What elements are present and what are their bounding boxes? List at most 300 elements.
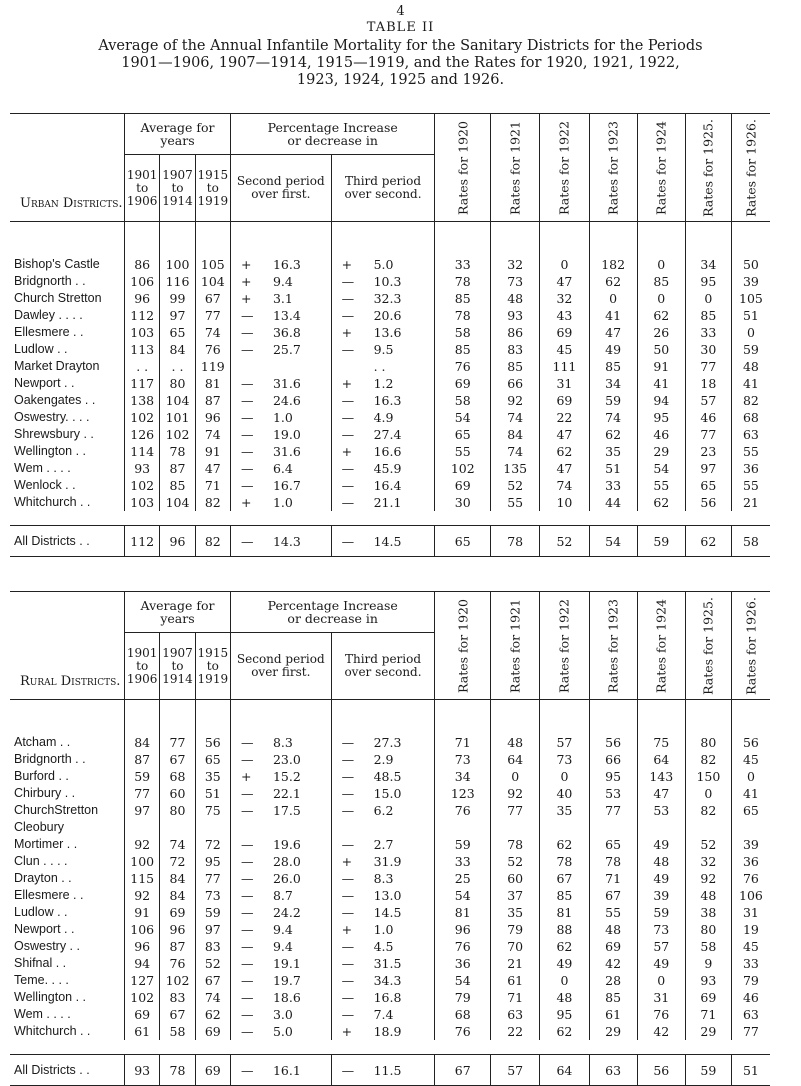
rate-1922: 62: [540, 938, 589, 955]
rate-1920: 67: [435, 1055, 491, 1086]
spacer-cell: [435, 222, 491, 257]
rate-1924: 143: [637, 768, 685, 785]
rate-1920: 25: [435, 870, 491, 887]
change-value: 7.4: [373, 1007, 394, 1022]
rate-header-text: Rates for 1921: [507, 120, 523, 215]
average-p2: 78: [160, 1055, 195, 1086]
rate-1924: 56: [637, 1055, 685, 1086]
rate-1925: 150: [685, 768, 731, 785]
spacer-cell: [160, 1040, 195, 1055]
change-sign: +: [341, 376, 353, 391]
third-period-change: [331, 819, 435, 836]
rate-1925: 97: [685, 460, 731, 477]
rate-1920: 54: [435, 972, 491, 989]
urban-third-period-header: Third period over second.: [331, 155, 435, 222]
rate-1921: 61: [491, 972, 540, 989]
rate-1921: 71: [491, 989, 540, 1006]
change-value: 28.0: [272, 854, 301, 869]
third-period-change: [331, 477, 435, 494]
heading-line-3: 1923, 1924, 1925 and 1926.: [296, 72, 505, 88]
rural-rate-header-1920: [435, 592, 491, 700]
change-sign: —: [240, 342, 254, 357]
table-row: [10, 375, 770, 392]
district-name: Wellington . .: [14, 990, 87, 1004]
change-sign: +: [341, 444, 353, 459]
average-p3: 95: [195, 853, 230, 870]
table-row: [10, 887, 770, 904]
rural-period-1901-1906: 1901 to 1906: [125, 633, 160, 700]
third-period-change: [331, 273, 435, 290]
rate-1920: 78: [435, 307, 491, 324]
rate-1924: 0: [637, 972, 685, 989]
second-period-change: [230, 904, 331, 921]
rate-1922: 67: [540, 870, 589, 887]
rate-1923: 66: [589, 751, 637, 768]
rate-1924: 76: [637, 1006, 685, 1023]
rate-1921: 52: [491, 853, 540, 870]
rate-header-text: Rates for 1922: [556, 598, 572, 693]
average-p3: 104: [195, 273, 230, 290]
spacer-cell: [435, 511, 491, 526]
spacer-cell: [195, 700, 230, 735]
average-p2: 102: [160, 972, 195, 989]
second-period-change: [230, 1023, 331, 1040]
spacer-cell: [230, 1040, 331, 1055]
spacer-cell: [160, 511, 195, 526]
rural-table-body: [10, 700, 770, 1086]
rate-1925: 92: [685, 870, 731, 887]
rate-1921: 86: [491, 324, 540, 341]
district-name: All Districts . .: [10, 526, 125, 557]
rural-period-1915-1919: 1915 to 1919: [195, 633, 230, 700]
rate-1923: 41: [589, 307, 637, 324]
spacer-cell: [230, 511, 331, 526]
rate-1926: 68: [731, 409, 770, 426]
change-value: 14.3: [272, 533, 301, 549]
rate-1920: 58: [435, 324, 491, 341]
rate-1923: 62: [589, 273, 637, 290]
spacer-cell: [435, 700, 491, 735]
change-sign: —: [240, 990, 254, 1005]
urban-districts-table: [10, 113, 770, 557]
urban-period-1907-1914: 1907 to 1914: [160, 155, 195, 222]
second-period-change: [230, 1055, 331, 1086]
rate-1923: 29: [589, 1023, 637, 1040]
rate-1921: 60: [491, 870, 540, 887]
table-row: [10, 1023, 770, 1040]
change-sign: —: [341, 533, 355, 549]
average-p1: 61: [125, 1023, 160, 1040]
rate-1925: 82: [685, 751, 731, 768]
change-value: 19.0: [272, 427, 301, 442]
average-p1: 112: [125, 526, 160, 557]
district-name: Whitchurch . .: [14, 495, 91, 509]
spacer-cell: [195, 222, 230, 257]
rate-1920: 69: [435, 375, 491, 392]
spacer-cell: [637, 511, 685, 526]
rate-1924: 75: [637, 734, 685, 751]
average-p3: 77: [195, 307, 230, 324]
second-period-change: [230, 358, 331, 375]
district-name: Ludlow . .: [14, 905, 68, 919]
average-p3: 105: [195, 256, 230, 273]
change-value: 16.7: [272, 478, 301, 493]
change-value: 9.4: [272, 922, 293, 937]
spacer-cell: [685, 511, 731, 526]
rate-1924: 42: [637, 1023, 685, 1040]
average-p2: 104: [160, 392, 195, 409]
rate-1925: 77: [685, 426, 731, 443]
spacer-cell: [331, 700, 435, 735]
average-p1: 87: [125, 751, 160, 768]
district-name: Church Stretton: [14, 291, 102, 305]
rate-1926: 65: [731, 802, 770, 819]
change-value: 21.1: [373, 495, 402, 510]
rate-1922: 31: [540, 375, 589, 392]
change-sign: —: [341, 973, 355, 988]
district-name: Whitchurch . .: [14, 1024, 91, 1038]
change-value: 9.4: [272, 274, 293, 289]
change-value: 1.0: [272, 495, 293, 510]
change-value: 4.5: [373, 939, 394, 954]
average-p1: 86: [125, 256, 160, 273]
average-p3: 74: [195, 989, 230, 1006]
average-p2: 78: [160, 443, 195, 460]
change-sign: +: [240, 495, 252, 510]
rate-1924: 62: [637, 494, 685, 511]
change-sign: —: [240, 888, 254, 903]
average-p2: [160, 819, 195, 836]
rate-1920: 54: [435, 887, 491, 904]
second-period-change: [230, 460, 331, 477]
rate-1921: 74: [491, 409, 540, 426]
rate-1926: [731, 819, 770, 836]
second-period-change: [230, 1006, 331, 1023]
change-value: 16.3: [373, 393, 402, 408]
change-value: 5.0: [272, 1024, 293, 1039]
average-p3: 65: [195, 751, 230, 768]
third-period-change: [331, 460, 435, 477]
rate-header-text: Rates for 1924: [653, 598, 669, 693]
rate-1922: 40: [540, 785, 589, 802]
rate-1921: 64: [491, 751, 540, 768]
district-name: Mortimer . .: [14, 837, 78, 851]
change-sign: —: [240, 533, 254, 549]
rate-1920: 71: [435, 734, 491, 751]
district-name: Teme. . . .: [14, 973, 69, 987]
rate-1926: 51: [731, 307, 770, 324]
change-value: 1.2: [373, 376, 394, 391]
rate-header-text: Rates for 1923: [605, 598, 621, 693]
rate-1922: 69: [540, 392, 589, 409]
rate-1920: 79: [435, 989, 491, 1006]
average-p1: 115: [125, 870, 160, 887]
rate-1922: 64: [540, 1055, 589, 1086]
average-p2: 67: [160, 751, 195, 768]
average-p1: 106: [125, 273, 160, 290]
change-sign: —: [341, 888, 355, 903]
table-row: [10, 460, 770, 477]
page-number: 4: [396, 4, 405, 19]
rate-1921: 37: [491, 887, 540, 904]
district-name: ChurchStretton: [14, 803, 99, 817]
rate-1920: 69: [435, 477, 491, 494]
rate-1922: 85: [540, 887, 589, 904]
change-sign: —: [341, 905, 355, 920]
rate-1921: 66: [491, 375, 540, 392]
rate-1922: 52: [540, 526, 589, 557]
average-p3: 72: [195, 836, 230, 853]
average-p1: 69: [125, 1006, 160, 1023]
average-p3: 35: [195, 768, 230, 785]
third-period-change: [331, 938, 435, 955]
urban-section-label: Urban Districts.: [10, 114, 125, 222]
second-period-change: [230, 409, 331, 426]
spacer-cell: [10, 222, 125, 257]
rural-percentage-header: Percentage Increase or decrease in: [230, 592, 434, 633]
change-sign: —: [240, 854, 254, 869]
spacer-cell: [491, 222, 540, 257]
spacer-cell: [491, 511, 540, 526]
average-p3: 82: [195, 526, 230, 557]
third-period-change: [331, 426, 435, 443]
change-sign: —: [240, 939, 254, 954]
change-value: 9.4: [272, 939, 293, 954]
spacer-cell: [195, 511, 230, 526]
rate-1924: 95: [637, 409, 685, 426]
change-value: 36.8: [272, 325, 301, 340]
average-p2: 101: [160, 409, 195, 426]
rate-1926: 105: [731, 290, 770, 307]
rate-1926: 58: [731, 526, 770, 557]
change-value: 19.7: [272, 973, 301, 988]
district-name: Newport . .: [14, 922, 75, 936]
spacer-cell: [589, 1040, 637, 1055]
urban-percentage-header: Percentage Increase or decrease in: [230, 114, 434, 155]
average-p3: 69: [195, 1023, 230, 1040]
change-sign: +: [240, 291, 252, 306]
change-sign: +: [240, 769, 252, 784]
rate-1926: 41: [731, 785, 770, 802]
table-row: [10, 256, 770, 273]
average-p2: 80: [160, 375, 195, 392]
rate-1922: 45: [540, 341, 589, 358]
rate-1921: 83: [491, 341, 540, 358]
table-row: [10, 341, 770, 358]
average-p2: 85: [160, 477, 195, 494]
change-sign: +: [341, 1024, 353, 1039]
rate-1926: 77: [731, 1023, 770, 1040]
rate-1920: 68: [435, 1006, 491, 1023]
change-value: 13.6: [373, 325, 402, 340]
rate-1922: 43: [540, 307, 589, 324]
average-p3: 51: [195, 785, 230, 802]
rate-1926: 36: [731, 853, 770, 870]
second-period-change: [230, 324, 331, 341]
change-sign: —: [240, 973, 254, 988]
table-row: [10, 358, 770, 375]
rate-1923: 53: [589, 785, 637, 802]
table-row: [10, 324, 770, 341]
table-row: [10, 802, 770, 819]
change-sign: —: [240, 325, 254, 340]
district-name: Market Drayton: [14, 359, 100, 373]
third-period-change: [331, 734, 435, 751]
average-p3: 96: [195, 409, 230, 426]
average-p2: 84: [160, 887, 195, 904]
change-sign: —: [240, 461, 254, 476]
average-p3: 62: [195, 1006, 230, 1023]
rate-1925: 82: [685, 802, 731, 819]
average-p2: 97: [160, 307, 195, 324]
third-period-change: [331, 989, 435, 1006]
average-p2: 96: [160, 526, 195, 557]
spacer-cell: [331, 222, 435, 257]
second-period-change: [230, 307, 331, 324]
rate-1923: 85: [589, 358, 637, 375]
average-p1: 103: [125, 494, 160, 511]
rate-1925: 56: [685, 494, 731, 511]
rate-1921: 22: [491, 1023, 540, 1040]
change-value: 25.7: [272, 342, 301, 357]
change-value: 1.0: [373, 922, 394, 937]
urban-rate-header-1925: [685, 114, 731, 222]
rate-1921: 78: [491, 526, 540, 557]
rate-1923: 28: [589, 972, 637, 989]
rate-1926: 76: [731, 870, 770, 887]
rate-1925: 32: [685, 853, 731, 870]
rate-1924: 47: [637, 785, 685, 802]
third-period-change: [331, 290, 435, 307]
average-p2: 104: [160, 494, 195, 511]
rate-1923: 0: [589, 290, 637, 307]
third-period-change: [331, 870, 435, 887]
rate-1923: 74: [589, 409, 637, 426]
rate-1924: 46: [637, 426, 685, 443]
rate-1920: 85: [435, 290, 491, 307]
second-period-change: [230, 921, 331, 938]
rate-1924: [637, 819, 685, 836]
average-p3: 76: [195, 341, 230, 358]
rate-1920: 55: [435, 443, 491, 460]
change-sign: —: [341, 495, 355, 510]
change-sign: —: [341, 837, 355, 852]
change-sign: —: [240, 786, 254, 801]
spacer-row: [10, 222, 770, 257]
rate-header-text: Rates for 1921: [507, 598, 523, 693]
average-p3: 77: [195, 870, 230, 887]
change-sign: —: [240, 410, 254, 425]
heading-line-1: Average of the Annual Infantile Mortality for the Sanitary Districts for the Periods: [98, 38, 703, 54]
spacer-cell: [637, 1040, 685, 1055]
change-sign: —: [341, 308, 355, 323]
table-row: [10, 989, 770, 1006]
spacer-cell: [540, 511, 589, 526]
district-name: Oswestry. . . .: [14, 410, 90, 424]
rate-1923: 56: [589, 734, 637, 751]
rate-1922: 47: [540, 273, 589, 290]
second-period-change: [230, 870, 331, 887]
rate-1923: 69: [589, 938, 637, 955]
change-value: 27.3: [373, 735, 402, 750]
rate-1925: 33: [685, 324, 731, 341]
average-p2: 77: [160, 734, 195, 751]
rate-1923: 62: [589, 426, 637, 443]
rate-1924: 49: [637, 955, 685, 972]
third-period-change: [331, 751, 435, 768]
rate-1926: 39: [731, 836, 770, 853]
rate-1923: 47: [589, 324, 637, 341]
rate-1925: 71: [685, 1006, 731, 1023]
change-sign: —: [341, 291, 355, 306]
rate-1924: 59: [637, 526, 685, 557]
rate-1921: 78: [491, 836, 540, 853]
rate-1920: [435, 819, 491, 836]
table-heading: [8, 38, 793, 89]
district-name: Oswestry . .: [14, 939, 80, 953]
rural-second-period-header: Second period over first.: [230, 633, 331, 700]
table-row: [10, 768, 770, 785]
change-sign: —: [240, 735, 254, 750]
second-period-change: [230, 819, 331, 836]
change-value: 3.1: [272, 291, 293, 306]
spacer-cell: [435, 1040, 491, 1055]
change-sign: —: [240, 956, 254, 971]
rate-1923: 182: [589, 256, 637, 273]
total-row: [10, 1055, 770, 1086]
rate-1924: 94: [637, 392, 685, 409]
rate-1920: 36: [435, 955, 491, 972]
spacer-cell: [160, 700, 195, 735]
change-sign: —: [240, 803, 254, 818]
second-period-change: [230, 290, 331, 307]
change-sign: —: [240, 1007, 254, 1022]
rate-1926: 55: [731, 477, 770, 494]
rate-1920: 59: [435, 836, 491, 853]
average-p2: 60: [160, 785, 195, 802]
table-row: [10, 938, 770, 955]
rate-1926: 51: [731, 1055, 770, 1086]
rate-1920: 76: [435, 802, 491, 819]
rate-1925: 95: [685, 273, 731, 290]
third-period-change: [331, 853, 435, 870]
rate-1925: 65: [685, 477, 731, 494]
change-value: 2.9: [373, 752, 394, 767]
average-p3: 119: [195, 358, 230, 375]
change-sign: +: [341, 325, 353, 340]
second-period-change: [230, 989, 331, 1006]
rate-1922: 0: [540, 256, 589, 273]
second-period-change: [230, 836, 331, 853]
third-period-change: [331, 307, 435, 324]
rate-1921: 74: [491, 443, 540, 460]
average-p3: [195, 819, 230, 836]
spacer-cell: [589, 511, 637, 526]
rate-1920: 76: [435, 1023, 491, 1040]
rate-1920: 102: [435, 460, 491, 477]
average-p3: 59: [195, 904, 230, 921]
average-p1: 127: [125, 972, 160, 989]
rate-1922: 111: [540, 358, 589, 375]
rate-1925: 23: [685, 443, 731, 460]
rate-1921: 21: [491, 955, 540, 972]
spacer-cell: [540, 700, 589, 735]
spacer-cell: [731, 700, 770, 735]
average-p3: 73: [195, 887, 230, 904]
average-p2: 83: [160, 989, 195, 1006]
rate-1921: 92: [491, 785, 540, 802]
rate-1924: 57: [637, 938, 685, 955]
